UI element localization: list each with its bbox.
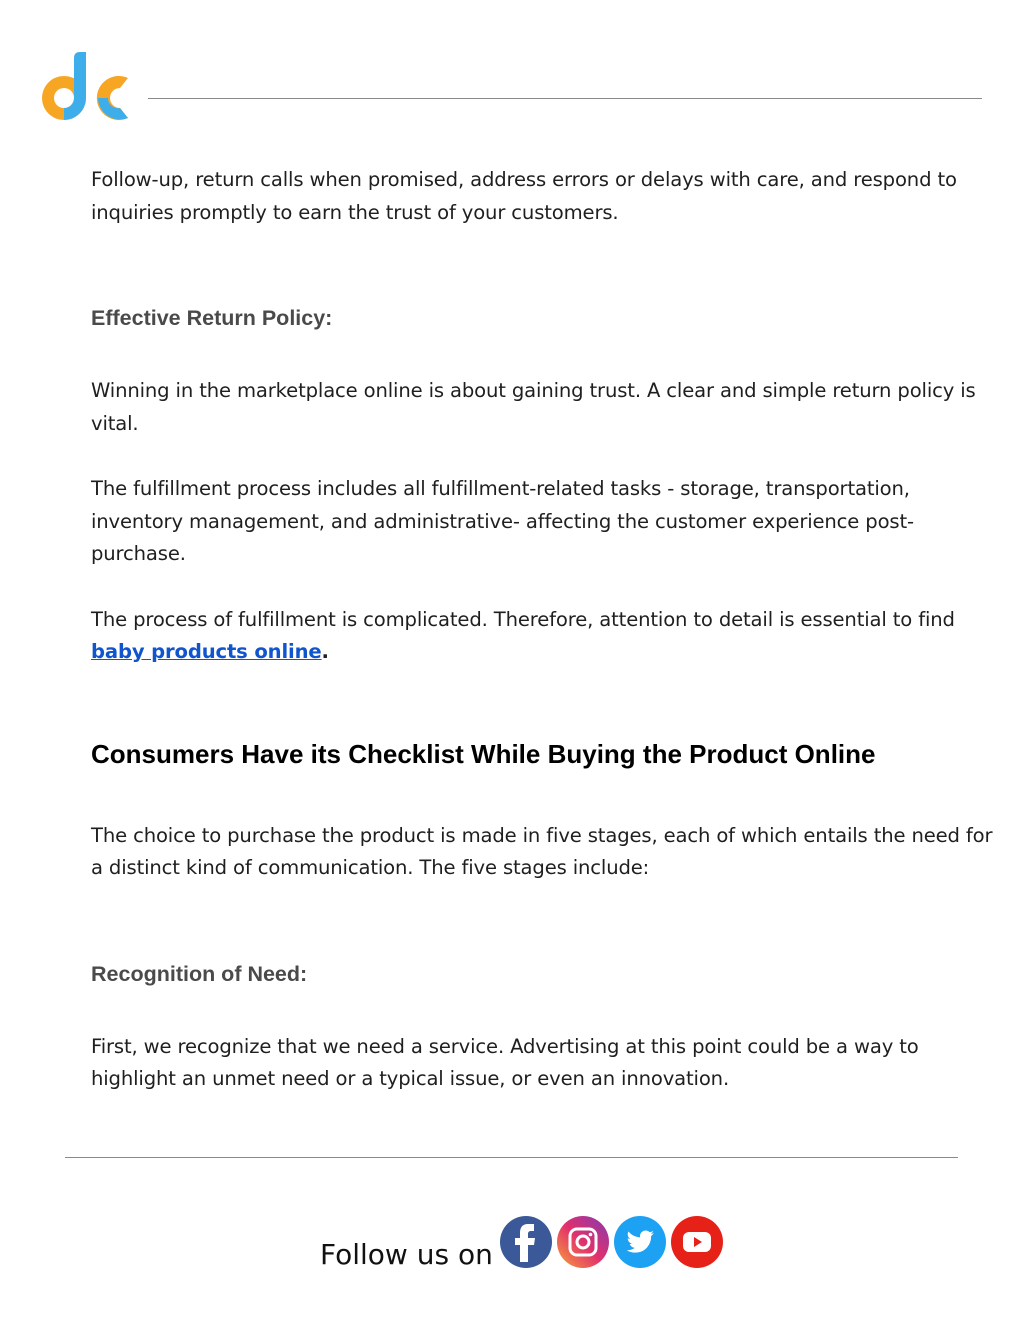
header-divider — [148, 98, 982, 99]
paragraph-fulfillment-process: The fulfillment process includes all fulfillment-related tasks - storage, transportation, inventory management, and administrative- affecting the customer experience post-purchase. — [91, 477, 914, 565]
footer-divider — [65, 1157, 958, 1158]
paragraph-winning-trust: Winning in the marketplace online is about gaining trust. A clear and simple return policy is vital. — [91, 379, 976, 435]
instagram-icon[interactable] — [557, 1216, 609, 1268]
youtube-icon[interactable] — [671, 1216, 723, 1268]
facebook-icon[interactable] — [500, 1216, 552, 1268]
brand-logo — [38, 50, 130, 124]
document-body — [91, 164, 996, 1096]
paragraph-five-stages: The choice to purchase the product is made in five stages, each of which entails the need for a distinct kind of communication. The five stages include: — [91, 823, 993, 879]
paragraph-fulfillment-complicated — [91, 604, 996, 669]
heading-effective-return-policy: Effective Return Policy: — [91, 306, 333, 330]
follow-us-label: Follow us on — [320, 1238, 493, 1271]
paragraph-first-recognize: First, we recognize that we need a service. Advertising at this point could be a way to highlight an unmet need or a typical issue, or even an innovation. — [91, 1034, 919, 1090]
paragraph-period: . — [321, 640, 329, 663]
baby-products-link[interactable]: baby products online — [91, 640, 322, 663]
twitter-icon[interactable] — [614, 1216, 666, 1268]
paragraph-text: The process of fulfillment is complicated. Therefore, attention to detail is essential to find — [91, 607, 955, 631]
paragraph-follow-up: Follow-up, return calls when promised, address errors or delays with care, and respond to inquiries promptly to earn the trust of your customers. — [91, 168, 957, 224]
heading-consumer-checklist: Consumers Have its Checklist While Buying the Product Online — [91, 738, 876, 769]
heading-recognition-of-need: Recognition of Need: — [91, 961, 308, 986]
